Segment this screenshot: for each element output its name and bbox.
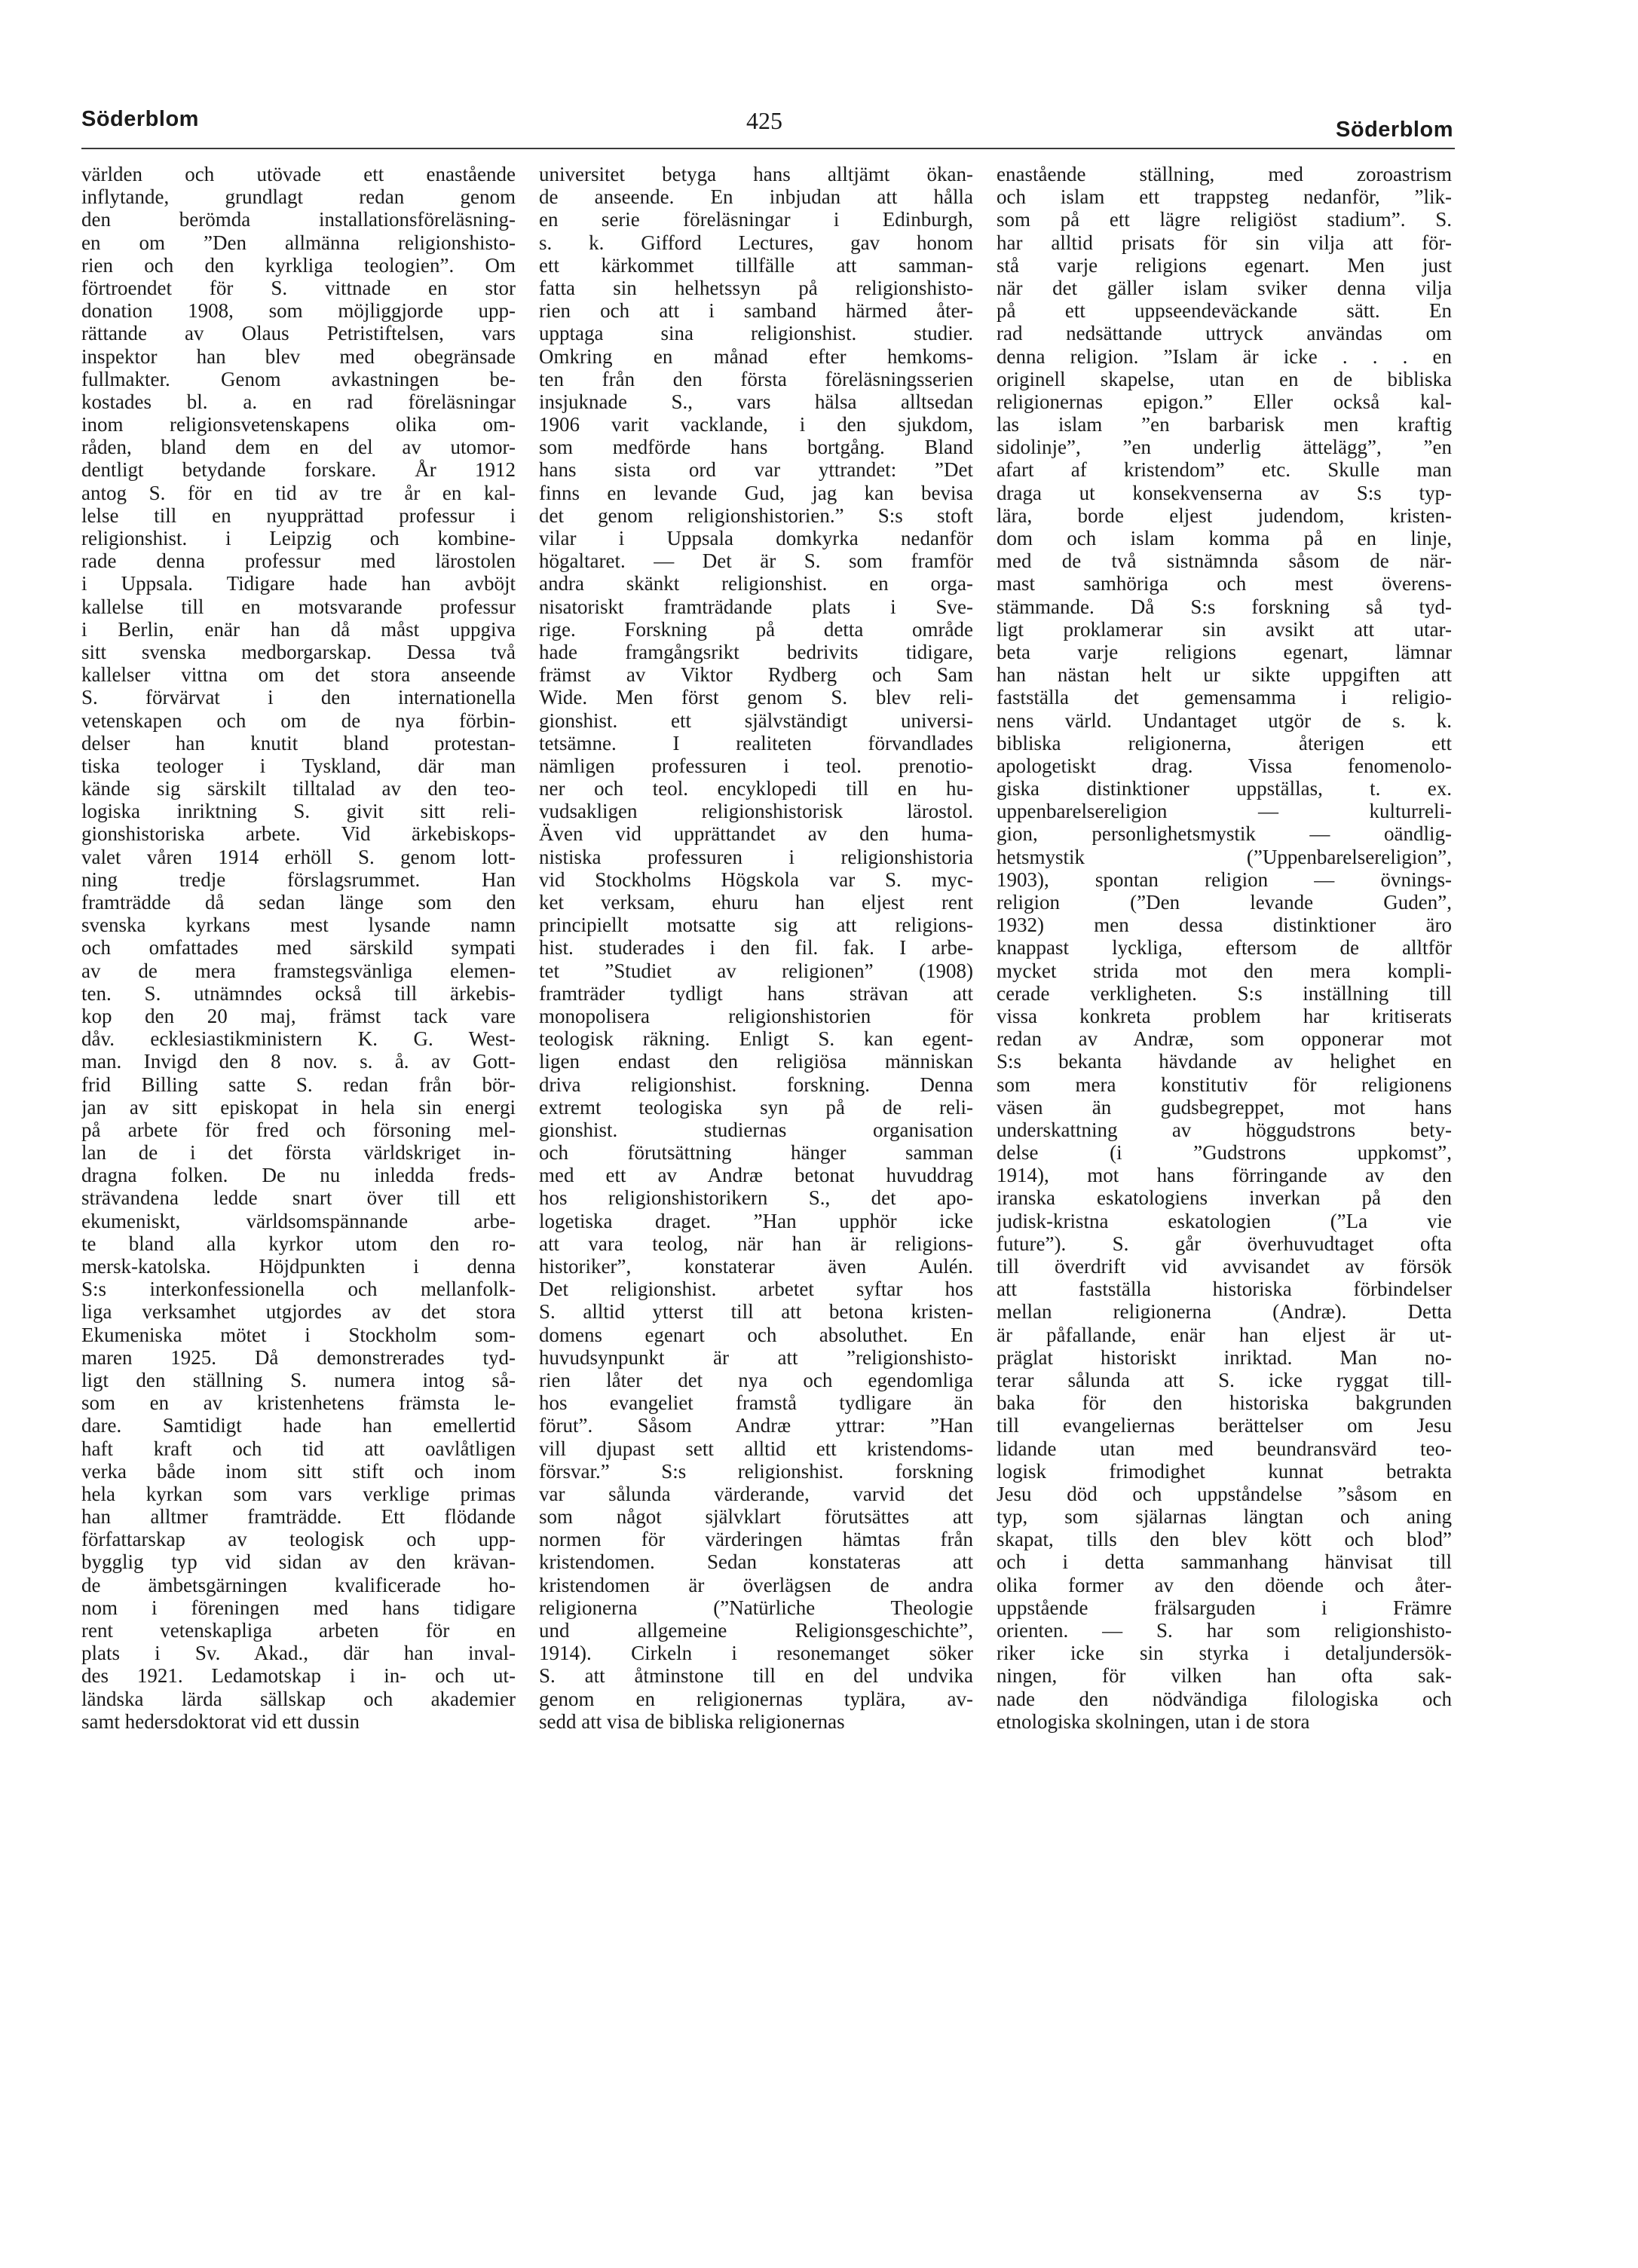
text-line: sidolinje”, ”en underlig ättelägg”, ”en bbox=[997, 436, 1452, 459]
text-line: ningen, för vilken han ofta sak- bbox=[997, 1664, 1452, 1688]
text-line: vill djupast sett alltid ett kristendoms- bbox=[539, 1437, 973, 1460]
text-line: monopolisera religionshistorien för bbox=[539, 1004, 973, 1027]
text-line: andra skänkt religionshist. en orga- bbox=[539, 572, 973, 595]
text-line: draga ut konsekvenserna av S:s typ- bbox=[997, 481, 1452, 504]
text-line: hade framgångsrikt bedrivits tidigare, bbox=[539, 640, 973, 663]
text-line: ner och teol. encyklopedi till en hu- bbox=[539, 777, 973, 800]
text-line: verka både inom sitt stift och inom bbox=[81, 1459, 516, 1483]
text-column-left bbox=[81, 163, 516, 1733]
text-line: S. förvärvat i den internationella bbox=[81, 686, 516, 709]
text-line: inspektor han blev med obegränsade bbox=[81, 344, 516, 368]
text-line: und allgemeine Religionsgeschichte”, bbox=[539, 1619, 973, 1642]
text-line: framträdde då sedan länge som den bbox=[81, 891, 516, 914]
text-line: hetsmystik (”Uppenbarelsereligion”, bbox=[997, 845, 1452, 868]
text-line: uppstående frälsarguden i Främre bbox=[997, 1596, 1452, 1619]
text-line: logiska inriktning S. givit sitt reli- bbox=[81, 800, 516, 823]
text-line: nens värld. Undantaget utgör de s. k. bbox=[997, 709, 1452, 732]
text-line: ett kärkommet tillfälle att samman- bbox=[539, 253, 973, 277]
text-line: kände sig särskilt tilltalad av den teo- bbox=[81, 777, 516, 800]
text-line: maren 1925. Då demonstrerades tyd- bbox=[81, 1345, 516, 1369]
text-line: rien och den kyrkliga teologien”. Om bbox=[81, 253, 516, 277]
text-line: fullmakter. Genom avkastningen be- bbox=[81, 367, 516, 390]
text-line: beta varje religions egenart, lämnar bbox=[997, 640, 1452, 663]
text-line: hela kyrkan som vars verklige primas bbox=[81, 1482, 516, 1505]
text-line: tiska teologer i Tyskland, där man bbox=[81, 754, 516, 777]
text-line: dentligt betydande forskare. År 1912 bbox=[81, 458, 516, 482]
text-line: präglat historiskt inriktad. Man no- bbox=[997, 1345, 1452, 1369]
text-line: som medförde hans bortgång. Bland bbox=[539, 436, 973, 459]
text-line: och i detta sammanhang hänvisat till bbox=[997, 1550, 1452, 1574]
text-line: typ, som själarnas längtan och aning bbox=[997, 1505, 1452, 1529]
text-line: apologetiskt drag. Vissa fenomenolo- bbox=[997, 754, 1452, 777]
text-line: teologisk räkning. Enligt S. kan egent- bbox=[539, 1027, 973, 1051]
text-line: lära, borde eljest judendom, kristen- bbox=[997, 503, 1452, 527]
text-line: på ett uppseendeväckande sätt. En bbox=[997, 299, 1452, 323]
text-line: 1903), spontan religion — övnings- bbox=[997, 868, 1452, 891]
text-line: religion (”Den levande Guden”, bbox=[997, 891, 1452, 914]
text-line: är påfallande, enär han eljest är ut- bbox=[997, 1323, 1452, 1346]
text-line: högaltaret. — Det är S. som framför bbox=[539, 549, 973, 573]
text-line: som mera konstitutiv för religionens bbox=[997, 1073, 1452, 1096]
text-line: rad nedsättande uttryck användas om bbox=[997, 322, 1452, 345]
text-line: las islam ”en barbarisk men kraftig bbox=[997, 413, 1452, 436]
text-line: ekumeniskt, världsomspännande arbe- bbox=[81, 1209, 516, 1232]
text-line: religionernas epigon.” Eller också kal- bbox=[997, 390, 1452, 413]
text-line: baka för den historiska bakgrunden bbox=[997, 1391, 1452, 1415]
text-line: man. Invigd den 8 nov. s. å. av Gott- bbox=[81, 1050, 516, 1073]
text-line: S. att åtminstone till en del undvika bbox=[539, 1664, 973, 1688]
text-line: världen och utövade ett enastående bbox=[81, 163, 516, 185]
text-line: 1914). Cirkeln i resonemanget söker bbox=[539, 1642, 973, 1665]
text-line: ten. S. utnämndes också till ärkebis- bbox=[81, 981, 516, 1005]
text-line: till överdrift vid avvisandet av försök bbox=[997, 1255, 1452, 1278]
text-line: universitet betyga hans alltjämt ökan- bbox=[539, 163, 973, 185]
text-line: av de mera framstegsvänliga elemen- bbox=[81, 959, 516, 982]
text-line: tet ”Studiet av religionen” (1908) bbox=[539, 959, 973, 982]
text-line: det genom religionshistorien.” S:s stoft bbox=[539, 503, 973, 527]
text-line: Omkring en månad efter hemkoms- bbox=[539, 344, 973, 368]
text-line: vid Stockholms Högskola var S. myc- bbox=[539, 868, 973, 891]
text-line: ten från den första föreläsningsserien bbox=[539, 367, 973, 390]
text-line: rent vetenskapliga arbeten för en bbox=[81, 1619, 516, 1642]
text-line: hos religionshistorikern S., det apo- bbox=[539, 1186, 973, 1210]
text-line: liga verksamhet utgjordes av det stora bbox=[81, 1300, 516, 1324]
text-line: i Berlin, enär han då måst uppgiva bbox=[81, 617, 516, 641]
text-line: ket verksam, ehuru han eljest rent bbox=[539, 891, 973, 914]
text-line: giska distinktioner uppställas, t. ex. bbox=[997, 777, 1452, 800]
text-line: ländska lärda sällskap och akademier bbox=[81, 1687, 516, 1710]
text-line: kallelser vittna om det stora anseende bbox=[81, 663, 516, 687]
text-line: religionerna (”Natürliche Theologie bbox=[539, 1596, 973, 1619]
text-line: etnologiska skolningen, utan i de stora bbox=[997, 1709, 1310, 1733]
text-line: plats i Sv. Akad., där han inval- bbox=[81, 1642, 516, 1665]
text-line: orienten. — S. har som religionshisto- bbox=[997, 1619, 1452, 1642]
text-line: finns en levande Gud, jag kan bevisa bbox=[539, 481, 973, 504]
text-line: extremt teologiska syn på de reli- bbox=[539, 1095, 973, 1119]
text-line: inflytande, grundlagt redan genom bbox=[81, 185, 516, 209]
text-line: stå varje religions egenart. Men just bbox=[997, 253, 1452, 277]
text-line: och islam ett trappsteg nedanför, ”lik- bbox=[997, 185, 1452, 209]
text-line: bygglig typ vid sidan av den krävan- bbox=[81, 1550, 516, 1574]
text-line: iranska eskatologiens inverkan på den bbox=[997, 1186, 1452, 1210]
text-line: normen för värderingen hämtas från bbox=[539, 1528, 973, 1551]
text-line: ligen endast den religiösa människan bbox=[539, 1050, 973, 1073]
text-line: nade den nödvändiga filologiska och bbox=[997, 1687, 1452, 1710]
text-line: Wide. Men först genom S. blev reli- bbox=[539, 686, 973, 709]
text-line: enastående ställning, med zoroastrism bbox=[997, 163, 1452, 185]
text-line: upptaga sina religionshist. studier. bbox=[539, 322, 973, 345]
text-line: jan av sitt episkopat in hela sin energi bbox=[81, 1095, 516, 1119]
text-line: S. alltid ytterst till att betona kristen- bbox=[539, 1300, 973, 1324]
text-line: terar sålunda att S. icke ryggat till- bbox=[997, 1368, 1452, 1391]
text-line: kallelse till en motsvarande professur bbox=[81, 595, 516, 618]
text-line: försvar.” S:s religionshist. forskning bbox=[539, 1459, 973, 1483]
text-line: förtroendet för S. vittnade en stor bbox=[81, 276, 516, 299]
text-line: Jesu död och uppståndelse ”såsom en bbox=[997, 1482, 1452, 1505]
text-line: ning tredje förslagsrummet. Han bbox=[81, 868, 516, 891]
text-line: när det gäller islam sviker denna vilja bbox=[997, 276, 1452, 299]
text-line: originell skapelse, utan en de bibliska bbox=[997, 367, 1452, 390]
text-line: lidande utan med beundransvärd teo- bbox=[997, 1437, 1452, 1460]
text-line: valet våren 1914 erhöll S. genom lott- bbox=[81, 845, 516, 868]
text-line: vudsakligen religionshistorisk lärostol. bbox=[539, 800, 973, 823]
text-line: har alltid prisats för sin vilja att för- bbox=[997, 231, 1452, 254]
text-line: framträder tydligt hans strävan att bbox=[539, 981, 973, 1005]
text-line: och omfattades med särskild sympati bbox=[81, 936, 516, 960]
text-line: han nästan helt ur sikte uppgiften att bbox=[997, 663, 1452, 687]
text-line: kristendomen. Sedan konstateras att bbox=[539, 1550, 973, 1574]
text-line: gionshistoriska arbete. Vid ärkebiskops- bbox=[81, 822, 516, 846]
text-line: domens egenart och absoluthet. En bbox=[539, 1323, 973, 1346]
text-line: historiker”, konstaterar även Aulén. bbox=[539, 1255, 973, 1278]
text-line: dare. Samtidigt hade han emellertid bbox=[81, 1414, 516, 1437]
text-line: s. k. Gifford Lectures, gav honom bbox=[539, 231, 973, 254]
text-line: strävandena ledde snart över till ett bbox=[81, 1186, 516, 1210]
text-line: cerade verkligheten. S:s inställning till bbox=[997, 981, 1452, 1005]
text-line: nistiska professuren i religionshistoria bbox=[539, 845, 973, 868]
text-line: främst av Viktor Rydberg och Sam bbox=[539, 663, 973, 687]
text-line: stämmande. Då S:s forskning så tyd- bbox=[997, 595, 1452, 618]
text-line: var sålunda värderande, varvid det bbox=[539, 1482, 973, 1505]
text-line: till evangeliernas berättelser om Jesu bbox=[997, 1414, 1452, 1437]
text-line: han alltmer framträdde. Ett flödande bbox=[81, 1505, 516, 1529]
text-line: samt hedersdoktorat vid ett dussin bbox=[81, 1709, 360, 1733]
text-line: lelse till en nyupprättad professur i bbox=[81, 503, 516, 527]
text-line: antog S. för en tid av tre år en kal- bbox=[81, 481, 516, 504]
text-line: religionshist. i Leipzig och kombine- bbox=[81, 527, 516, 549]
text-line: kristendomen är överlägsen de andra bbox=[539, 1573, 973, 1596]
text-line: väsen än gudsbegreppet, mot hans bbox=[997, 1095, 1452, 1119]
text-line: och förutsättning hänger samman bbox=[539, 1141, 973, 1165]
text-line: mycket strida mot den mera kompli- bbox=[997, 959, 1452, 982]
text-line: ligt den ställning S. numera intog så- bbox=[81, 1368, 516, 1391]
text-line: delser han knutit bland protestan- bbox=[81, 731, 516, 754]
text-line: underskattning av höggudstrons bety- bbox=[997, 1118, 1452, 1141]
text-line: huvudsynpunkt är att ”religionshisto- bbox=[539, 1345, 973, 1369]
text-line: haft kraft och tid att oavlåtligen bbox=[81, 1437, 516, 1460]
text-line: 1914), mot hans förringande av den bbox=[997, 1164, 1452, 1187]
text-line: gionshist. ett självständigt universi- bbox=[539, 709, 973, 732]
text-line: logetiska draget. ”Han upphör icke bbox=[539, 1209, 973, 1232]
text-line: svenska kyrkans mest lysande namn bbox=[81, 914, 516, 937]
text-line: hans sista ord var yttrandet: ”Det bbox=[539, 458, 973, 482]
text-line: rien och att i samband härmed åter- bbox=[539, 299, 973, 323]
text-line: fatta sin helhetssyn på religionshisto- bbox=[539, 276, 973, 299]
text-line: författarskap av teologisk och upp- bbox=[81, 1528, 516, 1551]
text-line: skapat, tills den blev kött och blod” bbox=[997, 1528, 1452, 1551]
text-line: S:s bekanta hävdande av helighet en bbox=[997, 1050, 1452, 1073]
text-line: vilar i Uppsala domkyrka nedanför bbox=[539, 527, 973, 549]
text-line: mellan religionerna (Andræ). Detta bbox=[997, 1300, 1452, 1324]
text-line: donation 1908, som möjliggjorde upp- bbox=[81, 299, 516, 323]
text-line: Ekumeniska mötet i Stockholm som- bbox=[81, 1323, 516, 1346]
text-line: afart af kristendom” etc. Skulle man bbox=[997, 458, 1452, 482]
text-line: frid Billing satte S. redan från bör- bbox=[81, 1073, 516, 1096]
text-line: fastställa det gemensamma i religio- bbox=[997, 686, 1452, 709]
text-line: den berömda installationsföreläsning- bbox=[81, 208, 516, 231]
text-line: råden, bland dem en del av utomor- bbox=[81, 436, 516, 459]
text-line: sitt svenska medborgarskap. Dessa två bbox=[81, 640, 516, 663]
text-line: mersk-katolska. Höjdpunkten i denna bbox=[81, 1255, 516, 1278]
text-line: insjuknade S., vars hälsa alltsedan bbox=[539, 390, 973, 413]
header-right-title: Söderblom bbox=[1336, 118, 1453, 142]
text-line: nisatoriskt framträdande plats i Sve- bbox=[539, 595, 973, 618]
header-left-title: Söderblom bbox=[81, 107, 199, 131]
text-line: nom i föreningen med hans tidigare bbox=[81, 1596, 516, 1619]
text-column-middle bbox=[539, 163, 973, 1733]
text-line: des 1921. Ledamotskap i in- och ut- bbox=[81, 1664, 516, 1688]
text-line: S:s interkonfessionella och mellanfolk- bbox=[81, 1278, 516, 1301]
text-line: gion, personlighetsmystik — oändlig- bbox=[997, 822, 1452, 846]
text-line: uppenbarelsereligion — kulturreli- bbox=[997, 800, 1452, 823]
text-line: te bland alla kyrkor utom den ro- bbox=[81, 1232, 516, 1255]
header-rule bbox=[81, 148, 1455, 149]
text-line: judisk-kristna eskatologien (”La vie bbox=[997, 1209, 1452, 1232]
text-line: logisk frimodighet kunnat betrakta bbox=[997, 1459, 1452, 1483]
text-line: tetsämne. I realiteten förvandlades bbox=[539, 731, 973, 754]
text-line: dragna folken. De nu inledda freds- bbox=[81, 1164, 516, 1187]
text-line: kop den 20 maj, främst tack vare bbox=[81, 1004, 516, 1027]
running-header bbox=[81, 104, 1453, 149]
text-line: lan de i det första världskriget in- bbox=[81, 1141, 516, 1165]
text-line: vissa konkreta problem har kritiserats bbox=[997, 1004, 1452, 1027]
text-line: olika former av den döende och åter- bbox=[997, 1573, 1452, 1596]
text-line: rige. Forskning på detta område bbox=[539, 617, 973, 641]
text-line: med de två sistnämnda såsom de när- bbox=[997, 549, 1452, 573]
text-line: Det religionshist. arbetet syftar hos bbox=[539, 1278, 973, 1301]
text-line: inom religionsvetenskapens olika om- bbox=[81, 413, 516, 436]
text-line: bibliska religionerna, återigen ett bbox=[997, 731, 1452, 754]
text-line: nämligen professuren i teol. prenotio- bbox=[539, 754, 973, 777]
text-line: genom en religionernas typlära, av- bbox=[539, 1687, 973, 1710]
text-line: 1906 varit vacklande, i den sjukdom, bbox=[539, 413, 973, 436]
text-line: med ett av Andræ betonat huvuddrag bbox=[539, 1164, 973, 1187]
text-line: hos evangeliet framstå tydligare än bbox=[539, 1391, 973, 1415]
text-line: denna religion. ”Islam är icke . . . en bbox=[997, 344, 1452, 368]
text-line: en serie föreläsningar i Edinburgh, bbox=[539, 208, 973, 231]
text-line: knappast lyckliga, eftersom de alltför bbox=[997, 936, 1452, 960]
text-line: dåv. ecklesiastikministern K. G. West- bbox=[81, 1027, 516, 1051]
text-line: redan av Andræ, som opponerar mot bbox=[997, 1027, 1452, 1051]
text-line: som en av kristenhetens främsta le- bbox=[81, 1391, 516, 1415]
text-line: mast samhöriga och mest överens- bbox=[997, 572, 1452, 595]
text-line: hist. studerades i den fil. fak. I arbe- bbox=[539, 936, 973, 960]
text-line: driva religionshist. forskning. Denna bbox=[539, 1073, 973, 1096]
text-line: som på ett lägre religiöst stadium”. S. bbox=[997, 208, 1452, 231]
text-line: på arbete för fred och försoning mel- bbox=[81, 1118, 516, 1141]
text-line: förut”. Såsom Andræ yttrar: ”Han bbox=[539, 1414, 973, 1437]
text-column-right bbox=[997, 163, 1452, 1733]
text-line: sedd att visa de bibliska religionernas bbox=[539, 1709, 845, 1733]
text-line: delse (i ”Gudstrons uppkomst”, bbox=[997, 1141, 1452, 1165]
text-line: 1932) men dessa distinktioner äro bbox=[997, 914, 1452, 937]
text-line: principiellt motsatte sig att religions- bbox=[539, 914, 973, 937]
text-line: gionshist. studiernas organisation bbox=[539, 1118, 973, 1141]
text-line: rien låter det nya och egendomliga bbox=[539, 1368, 973, 1391]
text-line: kostades bl. a. en rad föreläsningar bbox=[81, 390, 516, 413]
text-line: future”). S. går överhuvudtaget ofta bbox=[997, 1232, 1452, 1255]
text-line: riker icke sin styrka i detaljundersök- bbox=[997, 1642, 1452, 1665]
text-line: rättande av Olaus Petristiftelsen, vars bbox=[81, 322, 516, 345]
text-line: ligt proklamerar sin avsikt att utar- bbox=[997, 617, 1452, 641]
text-line: de ämbetsgärningen kvalificerade ho- bbox=[81, 1573, 516, 1596]
text-line: Även vid upprättandet av den huma- bbox=[539, 822, 973, 846]
text-line: vetenskapen och om de nya förbin- bbox=[81, 709, 516, 732]
text-line: att vara teolog, när han är religions- bbox=[539, 1232, 973, 1255]
text-line: rade denna professur med lärostolen bbox=[81, 549, 516, 573]
text-line: dom och islam komma på en linje, bbox=[997, 527, 1452, 549]
text-line: de anseende. En inbjudan att hålla bbox=[539, 185, 973, 209]
text-line: som något självklart förutsättes att bbox=[539, 1505, 973, 1529]
page-number: 425 bbox=[746, 107, 782, 134]
text-line: i Uppsala. Tidigare hade han avböjt bbox=[81, 572, 516, 595]
text-line: en om ”Den allmänna religionshisto- bbox=[81, 231, 516, 254]
text-line: att fastställa historiska förbindelser bbox=[997, 1278, 1452, 1301]
